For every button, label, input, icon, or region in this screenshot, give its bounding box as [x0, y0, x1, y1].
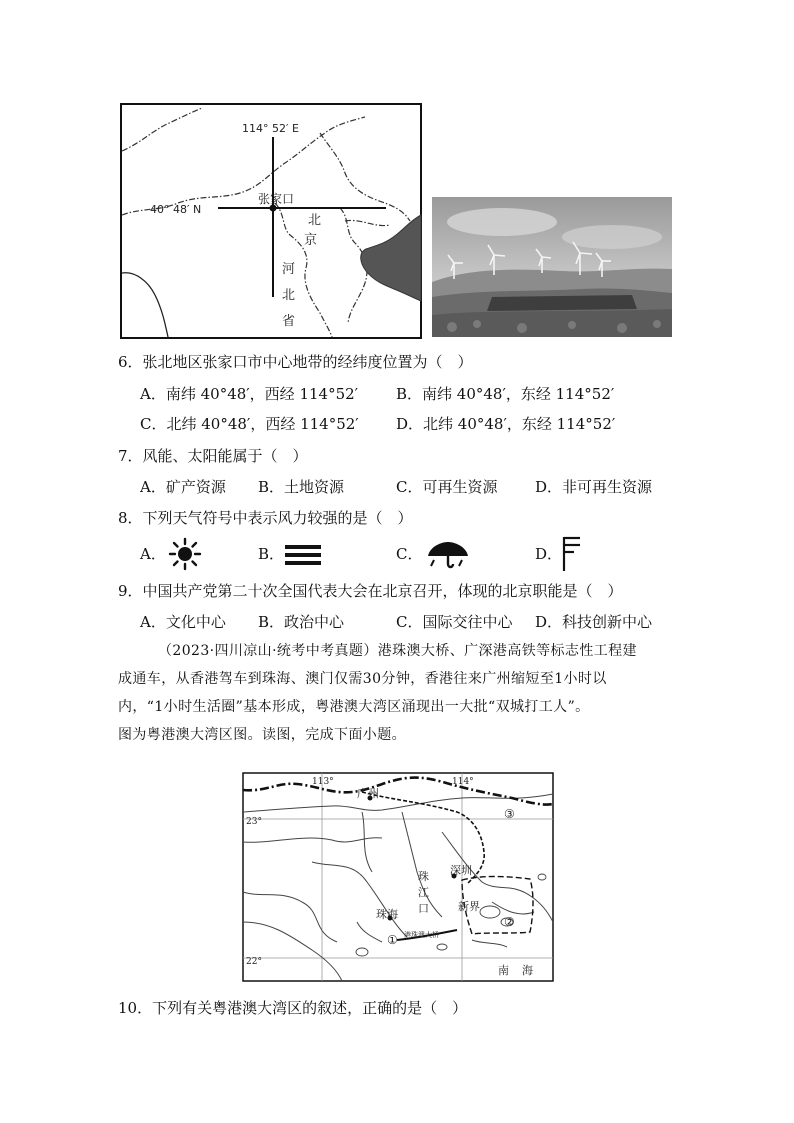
q8-option-d[interactable]: D． — [535, 545, 563, 563]
greater-bay-area-map — [242, 772, 554, 982]
q9-option-b[interactable]: B．政治中心 — [258, 613, 345, 631]
zhujiangkou-label-1: 珠 — [418, 870, 429, 883]
q7-option-b[interactable]: B．土地资源 — [258, 478, 345, 496]
marker-2: ② — [504, 915, 515, 929]
shenzhen-label: 深圳 — [450, 864, 472, 877]
south-sea-label-2: 海 — [522, 964, 533, 977]
latitude-label: 40° 48′ N — [150, 203, 202, 216]
guangzhou-label: 广州 — [357, 787, 379, 800]
q9-option-c[interactable]: C．国际交往中心 — [396, 613, 513, 631]
beijing-label-1: 北 — [308, 213, 322, 228]
passage-line-3: 内，“1小时生活圈”基本形成，粤港澳大湾区涌现出一大批“双城打工人”。 — [118, 699, 590, 715]
q8-option-b[interactable]: B． — [258, 545, 285, 563]
lon-113-label: 113° — [312, 777, 334, 787]
q8-option-a[interactable]: A． — [140, 545, 166, 563]
q6-option-b[interactable]: B．南纬 40°48′，东经 114°52′ — [396, 385, 615, 403]
hebei-label-3: 省 — [282, 314, 296, 329]
q8-option-c[interactable]: C． — [396, 545, 423, 563]
q6-option-a[interactable]: A．南纬 40°48′，西经 114°52′ — [140, 385, 359, 403]
zhangjiakou-map — [120, 103, 422, 339]
wind-barb-icon — [560, 535, 584, 573]
q7-option-d[interactable]: D．非可再生资源 — [535, 478, 653, 496]
passage-line-2: 成通车，从香港驾车到珠海、澳门仅需30分钟，香港往来广州缩短至1小时以 — [118, 671, 607, 687]
city-label: 张家口 — [258, 192, 295, 206]
zhujiangkou-label-2: 江 — [418, 886, 429, 899]
marker-1: ① — [387, 933, 398, 947]
q9-option-d[interactable]: D．科技创新中心 — [535, 613, 653, 631]
lat-22-label: 22° — [246, 957, 262, 967]
passage-line-1: （2023·四川凉山·统考中考真题）港珠澳大桥、广深港高铁等标志性工程建 — [158, 643, 637, 659]
q7-option-a[interactable]: A．矿产资源 — [140, 478, 226, 496]
q10-stem: 10．下列有关粤港澳大湾区的叙述，正确的是（ ） — [118, 999, 468, 1017]
q8-stem: 8．下列天气符号中表示风力较强的是（ ） — [118, 509, 413, 527]
sun-icon — [168, 537, 202, 571]
q9-stem: 9．中国共产党第二十次全国代表大会在北京召开，体现的北京职能是（ ） — [118, 582, 623, 600]
hebei-label-1: 河 — [282, 262, 296, 277]
beijing-label-2: 京 — [304, 233, 318, 248]
q6-stem: 6．张北地区张家口市中心地带的经纬度位置为（ ） — [118, 353, 473, 371]
q7-stem: 7．风能、太阳能属于（ ） — [118, 447, 308, 465]
zhuhai-label: 珠海 — [376, 908, 398, 921]
passage-line-4: 图为粤港澳大湾区图。读图，完成下面小题。 — [118, 727, 406, 743]
longitude-label: 114° 52′ E — [242, 122, 299, 135]
wind-turbine-photo — [432, 197, 672, 337]
south-sea-label-1: 南 — [498, 964, 509, 977]
fog-icon — [284, 543, 322, 567]
hebei-label-2: 北 — [282, 288, 296, 303]
marker-3: ③ — [504, 807, 515, 821]
xinjie-label: 新界 — [458, 900, 480, 913]
rain-umbrella-icon — [426, 540, 470, 570]
bridge-label: 港珠澳大桥 — [404, 931, 439, 939]
q9-option-a[interactable]: A．文化中心 — [140, 613, 226, 631]
q6-option-c[interactable]: C．北纬 40°48′，西经 114°52′ — [140, 415, 359, 433]
q6-option-d[interactable]: D．北纬 40°48′，东经 114°52′ — [396, 415, 616, 433]
q7-option-c[interactable]: C．可再生资源 — [396, 478, 498, 496]
lat-23-label: 23° — [246, 817, 262, 827]
lon-114-label: 114° — [452, 777, 474, 787]
zhujiangkou-label-3: 口 — [418, 902, 429, 915]
